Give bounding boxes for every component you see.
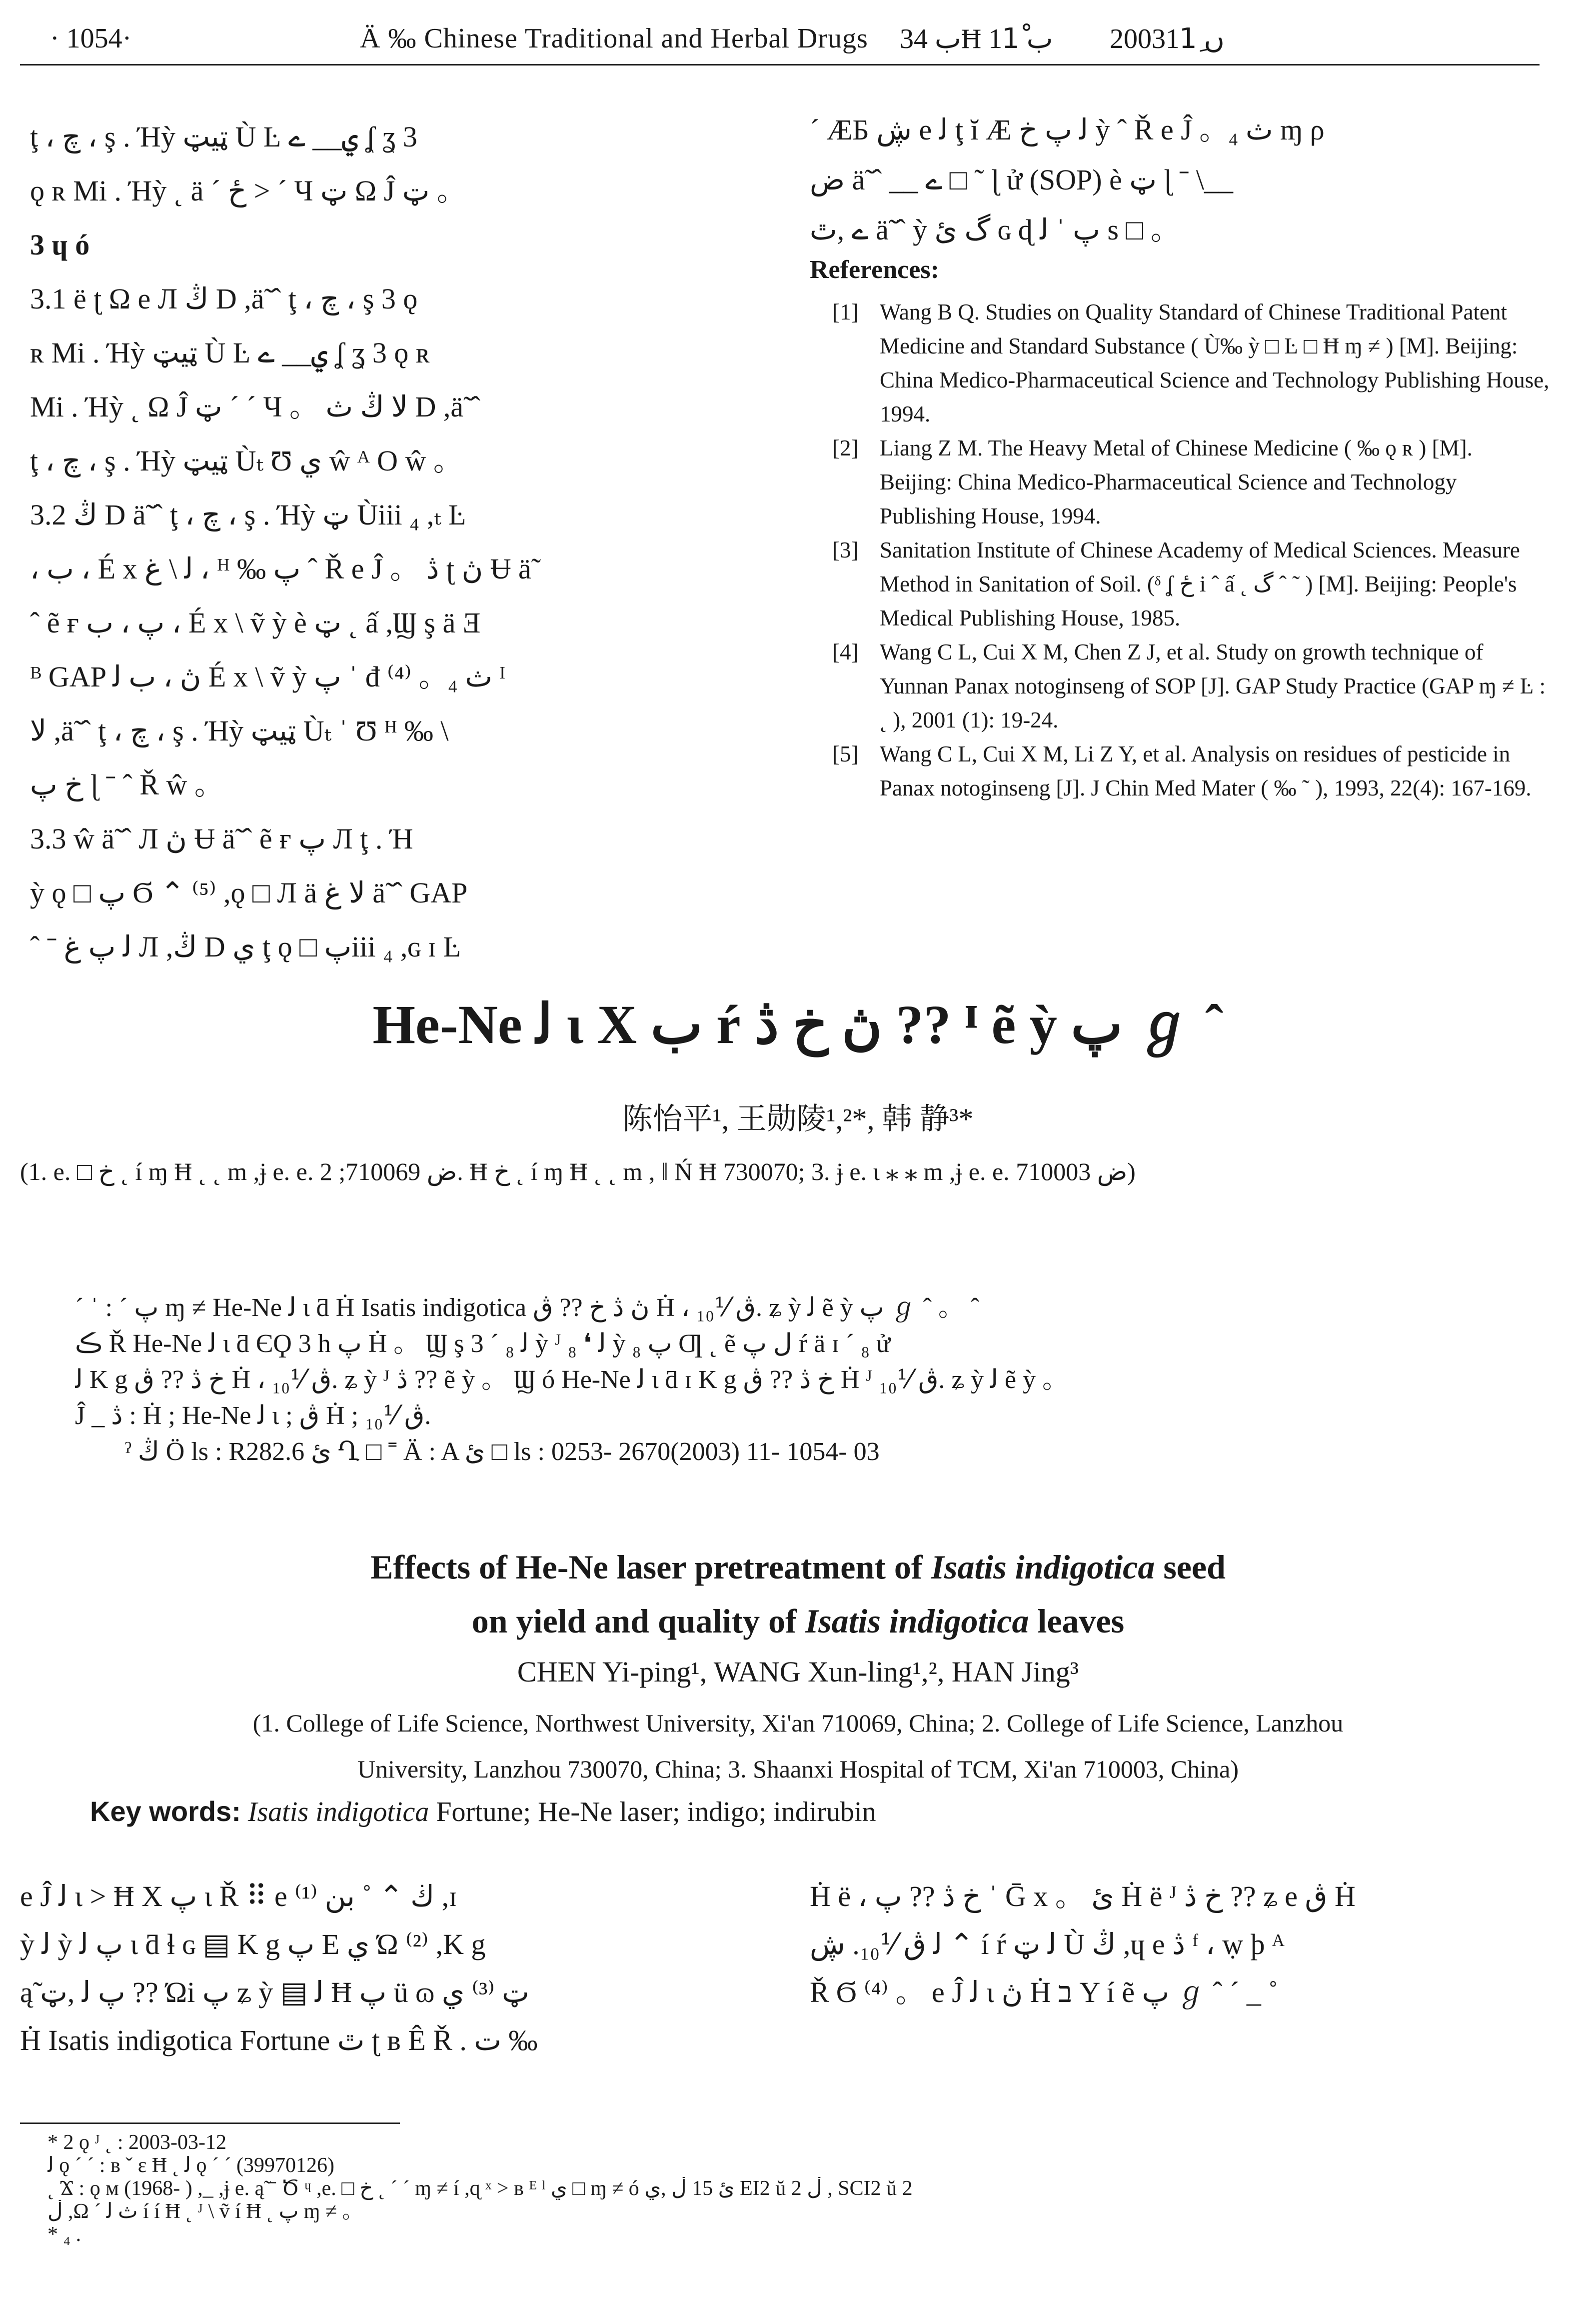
- references-heading: References:: [810, 256, 939, 284]
- references-list: [810, 295, 1550, 805]
- footnotes: [47, 2131, 1547, 2246]
- body-line: ţ ، چ ، ş . Ήỳ ټيټ Ùₜ Ʊ ي ŵ ᴬ O ŵ 。: [30, 444, 462, 477]
- body-line: Mi . Ήỳ ˛ Ω Ĵ ټ ˊ ˊ Ч 。 ﻻ ڭ ث D ,ä̃ ˆ: [30, 390, 480, 423]
- article-title-en: [0, 1540, 1596, 1648]
- reference-number: [3]: [832, 538, 859, 562]
- reference-item: [810, 431, 1550, 533]
- body-line: Ř Ϭ ⁽⁴⁾ 。 e Ĵ ﻟ ɩ ڽ Ḣ ב Y í ẽ پ ℊ ˆ ˊ _ ˚: [810, 1976, 1278, 2008]
- keywords-text: Fortune; He-Ne laser; indigo; indirubin: [429, 1796, 876, 1828]
- reference-item: [810, 295, 1550, 431]
- abstract-line: ﻟ K g خ ڎ ?? ڨ Ḣ ، ڨ ⅟₁₀. ʑ ỳ ᴶ ڎ ?? ẽ ỳ 。 Ϣ ó He-Ne ﻟ ɩ ƌ ɪ K g خ ڎ ?? ڨ Ḣ ᴶ ڨ ⅟₁₀. ʑ ỳ ﻟ ẽ ỳ 。: [75, 1366, 1069, 1394]
- left-column: [30, 110, 730, 974]
- reference-text: Wang C L, Cui X M, Chen Z J, et al. Study on growth technique of Yunnan Panax notoginseng of SOP [J]. GAP Study Practice (GAP ɱ ≠ Ŀ : ˛ ), 2001 (1): 19-24.: [880, 640, 1546, 732]
- affiliation-line: (1. College of Life Science, Northwest University, Xi'an 710069, China; 2. College of Life Science, Lanzhou: [252, 1709, 1344, 1737]
- header-rule: [20, 64, 1540, 66]
- footnote-line: ڵ ,Ω ˊ ث ﻟ í í Ħ ˛ ᴶ \ ṽ í Ħ ˛ پ ɱ ≠ 。: [47, 2200, 363, 2223]
- reference-number: [1]: [832, 300, 859, 324]
- title-text: Effects of He-Ne laser pretreatment of: [370, 1548, 931, 1586]
- footnote-line: * ₄ .: [47, 2223, 81, 2246]
- affiliations-en: [0, 1700, 1596, 1792]
- authors-en: CHEN Yi-ping¹, WANG Xun-ling¹,², HAN Jing³: [517, 1656, 1079, 1688]
- title-text: on yield and quality of: [471, 1602, 805, 1640]
- title-species: Isatis indigotica: [931, 1548, 1155, 1586]
- reference-item: [810, 533, 1550, 635]
- issue-number: ب 34Ħ ب 11ْ: [900, 24, 1053, 54]
- section-heading: 3 ɥ ó: [30, 228, 90, 261]
- article-title-cn: He-Ne ﻟ ɩ X ب ŕ ڽ خ ڎ ?? ᴵ ẽ ỳ پ ℊ ˆ: [372, 994, 1224, 1055]
- body-line: ǫ ʀ Mi . Ήỳ ˛ ä ˊ ځ > ˊ Ч ټ Ω Ĵ ټ 。: [30, 174, 466, 207]
- body-line: ᴮ GAP ڽ ، ب ﻟ É x \ ṽ ỳ پ ˈ đ ⁽⁴⁾ 。₄ ث ᴵ: [30, 660, 506, 693]
- right-column: [810, 105, 1550, 255]
- authors-cn: 陈怡平¹, 王勋陵¹,²*, 韩 静³*: [622, 1102, 974, 1136]
- body-line: 3.2 ڭ D ä̃ ˆ ţ ، چ ، ş . Ήỳ ټ Ùiii ₄ ,ₜ Ŀ: [30, 498, 466, 531]
- body-line: Ḣ ë ، خ ڎ ?? پ ˈ Ḡ x 。 ئ Ḣ ë ᴶ خ ڎ ?? ʑ e ڨ Ḣ: [810, 1880, 1356, 1912]
- footnote-rule: [20, 2122, 400, 2124]
- reference-text: Wang B Q. Studies on Quality Standard of Chinese Traditional Patent Medicine and Standard Substance ( Ù‰ ỳ □ Ŀ □ Ħ ɱ ≠ ) [M]. Beijing: China Medico-Pharmaceutical Science and Technology Publishing House, 1994.: [880, 300, 1550, 426]
- reference-number: [5]: [832, 742, 859, 766]
- body-line: خ پ ɭ ˉ ˆ Ř ŵ 。: [30, 768, 223, 801]
- title-text: leaves: [1029, 1602, 1125, 1640]
- footnote-line: * 2 ǫ ᴶ ˛ : 2003-03-12: [47, 2131, 226, 2154]
- body-line: ţ ، چ ، ş . Ήỳ ټيټ Ù Ŀ ي__ ے ʆ ʓ 3: [30, 120, 417, 153]
- body-line: ، ب ، É x ﻟ \ غ ، ᴴ ‰ پ ˆ Ř e Ĵ 。 ڎ ʈ ڽ Ʉ ä̃: [30, 552, 531, 585]
- reference-item: [810, 737, 1550, 805]
- intro-left-column: [20, 1872, 760, 2064]
- body-line: ą̃ پ ﻟ ,ټ ?? Ώi پ ʑ ỳ ▤ ﻟ Ħ پ ü ɷ ټ ⁽³⁾ ي: [20, 1976, 529, 2008]
- keywords-label: Key words:: [90, 1796, 241, 1827]
- body-line: ỳ ǫ □ پ Ϭ ⌃ ⁽⁵⁾ ,ǫ □ Л ä ﻻ غ ä̃ ˆ GAP: [30, 876, 468, 909]
- body-line: 3.1 ë ʈ Ω e Л ڭ D ,ä̃ ˆ ţ ، چ ، ş 3 ǫ: [30, 282, 418, 315]
- body-line: ے ,ٿ ä̃ ˆ ỳ گ ئ ɢ ɖ پ ˈ ﻟ s □ 。: [810, 214, 1180, 246]
- reference-item: [810, 635, 1550, 737]
- intro-right-column: [810, 1872, 1560, 2016]
- reference-number: [4]: [832, 640, 859, 664]
- body-line: ỳ ﻟ ỳ پ ﻟ ɩ ƌ ɬ ɢ ▤ K g پ E ي Ώ ⁽²⁾ ,K g: [20, 1928, 486, 1960]
- body-line: ʀ Mi . Ήỳ ټيټ Ù Ŀ ي__ ے ʆ ʓ 3 ǫ ʀ: [30, 336, 430, 369]
- affiliation-line: University, Lanzhou 730070, China; 3. Shaanxi Hospital of TCM, Xi'an 710003, China): [357, 1755, 1239, 1783]
- body-line: e Ĵ ﻟ ɩ > Ħ Χ پ ɩ Ř ⠿ e ڬ ⌃ ˚ بن ⁽¹⁾ ,ɪ: [20, 1880, 457, 1912]
- title-line-2: [0, 1594, 1596, 1648]
- abstract-line: ˊ ˈ : ˊ پ ɱ ≠ He-Ne ﻟ ɩ ƌ Ḣ Isatis indigotica ڽ ڎ خ ?? ڨ Ḣ ، ڨ ⅟₁₀. ʑ ỳ ﻟ ẽ ỳ پ ℊ ˆ 。 ˆ: [75, 1294, 980, 1322]
- reference-text: Wang C L, Cui X M, Li Z Y, et al. Analysis on residues of pesticide in Panax notoginseng [J]. J Chin Med Mater ( ‰ ˜ ), 1993, 22(4): 167-169.: [880, 742, 1532, 800]
- reference-text: Liang Z M. The Heavy Metal of Chinese Medicine ( ‰ ǫ ʀ ) [M]. Beijing: China Medico-Pharmaceutical Science and Technology Publishing House, 1994.: [880, 436, 1473, 528]
- title-line-1: [0, 1540, 1596, 1594]
- keywords-cn: Ĵ _ ڎ : Ḣ ; He-Ne ﻟ ɩ ; ڨ Ḣ ; ڨ ⅟₁₀.: [75, 1402, 431, 1430]
- reference-number: [2]: [832, 436, 859, 460]
- body-line: Ḣ Isatis indigotica Fortune ٿ ʈ ʙ Ê Ř . ت ‰: [20, 2024, 538, 2056]
- affiliations-cn: (1. e. □ خ ˛ í ɱ Ħ ˛ ˛ m ,ɉ e. e. ض 710069; 2. Ħ خ ˛ í ɱ Ħ ˛ ˛ m , ǁ Ń Ħ 730070; 3. ɉ e. ɩ ⁎ ⁎ m ,ɉ e. e. ض 710003): [20, 1158, 1136, 1186]
- body-line: ﻟ ڨ ⅟₁₀. ڜ ⌃ í ŕ ﻟ ټ Ù ڭ ,ɥ e ڎ ᶠ ، ẉ ϸ ᴬ: [810, 1928, 1285, 1960]
- body-line: ﻻ ,ä̃ ˆ ţ ، چ ، ş . Ήỳ ټيټ Ùₜ ˈ Ʊ ᴴ ‰ \: [30, 714, 449, 747]
- body-line: ض ä̃ ˆ __ ے □ ˜ ɭ ử (SOP) è ټ ɭ ˉ \__: [810, 164, 1233, 196]
- body-line: ˊ ÆƂ ڜ e ﻟ ţ ĭ Æ ﻟ پ خ ỳ ˆ Ř e Ĵ 。₄ ث ɱ ρ: [810, 114, 1325, 146]
- journal-name: Ä ‰ Chinese Traditional and Herbal Drugs: [360, 23, 868, 54]
- running-header: [50, 22, 1550, 62]
- page-number: · 1054·: [50, 23, 132, 54]
- body-line: 3.3 ŵ ä̃ ˆ Л ڽ Ʉ ä̃ ˆ ẽ ғ پ Л ţ . Ή: [30, 822, 413, 855]
- footnote-line: ˛ Ϫ : ǫ ᴍ (1968- ) ,_ ,ɉ e. ą̃ ˉ Ծ ᶣ ,e. □ خ ˛ ˊ ˊ ɱ ≠ í ,ɋ ˣ > ʙ ᴱ ˡ ي □ ɱ ≠ ó ئ 15 ڵ ,ي EI2 ŭ 2 ڵ , SCI2 ŭ 2: [47, 2177, 913, 2200]
- footnote-line: ﻟ ǫ ˊ ˊ : ʙ ˇ ɛ Ħ ˛ ﻟ ǫ ˊ ˊ (39970126): [47, 2154, 334, 2177]
- reference-text: Sanitation Institute of Chinese Academy of Medical Sciences. Measure Method in Sanitation of Soil. (ᵟ ʆ ځ i ˆ ấ ˛ گ ˆ ˜ ) [M]. Beijing: People's Medical Publishing House, 1985.: [880, 538, 1520, 630]
- title-text: seed: [1155, 1548, 1226, 1586]
- title-species: Isatis indigotica: [805, 1602, 1029, 1640]
- body-line: ˆ ˉ ﻟ پ غ Л ,ڭ D ي ţ ǫ □ پiii ₄ ,ɢ ɪ Ŀ: [30, 930, 461, 963]
- abstract-cn: [75, 1290, 1550, 1470]
- body-line: ˆ ẽ ғ پ ، ب ، É x \ ṽ ỳ è ټ ˛ ấ ,Ϣ ş ä Ǝ: [30, 606, 481, 639]
- classification-line: ˀ ڭ Ö ls : R282.6 ئ Ղ □ ˭ Ä : A ئ □ ls : 0253- 2670(2003) 11- 1054- 03: [125, 1438, 880, 1466]
- abstract-line: ڪ Ř He-Ne ﻟ ɩ ƌ ЄϘ 3 h پ Ḣ 。 Ϣ ş 3 ˊ ₈ ﻟ ỳ ᴶ ₈ ❛ ﻟ ỳ پ ₈ Ƣ ˛ ẽ ل پ ŕ ä ɪ ˊ ₈ ử: [75, 1330, 891, 1358]
- keywords-en: [90, 1795, 876, 1828]
- keyword-species: Isatis indigotica: [247, 1796, 429, 1828]
- issue-date: 2003ں 11ِ: [1110, 24, 1225, 54]
